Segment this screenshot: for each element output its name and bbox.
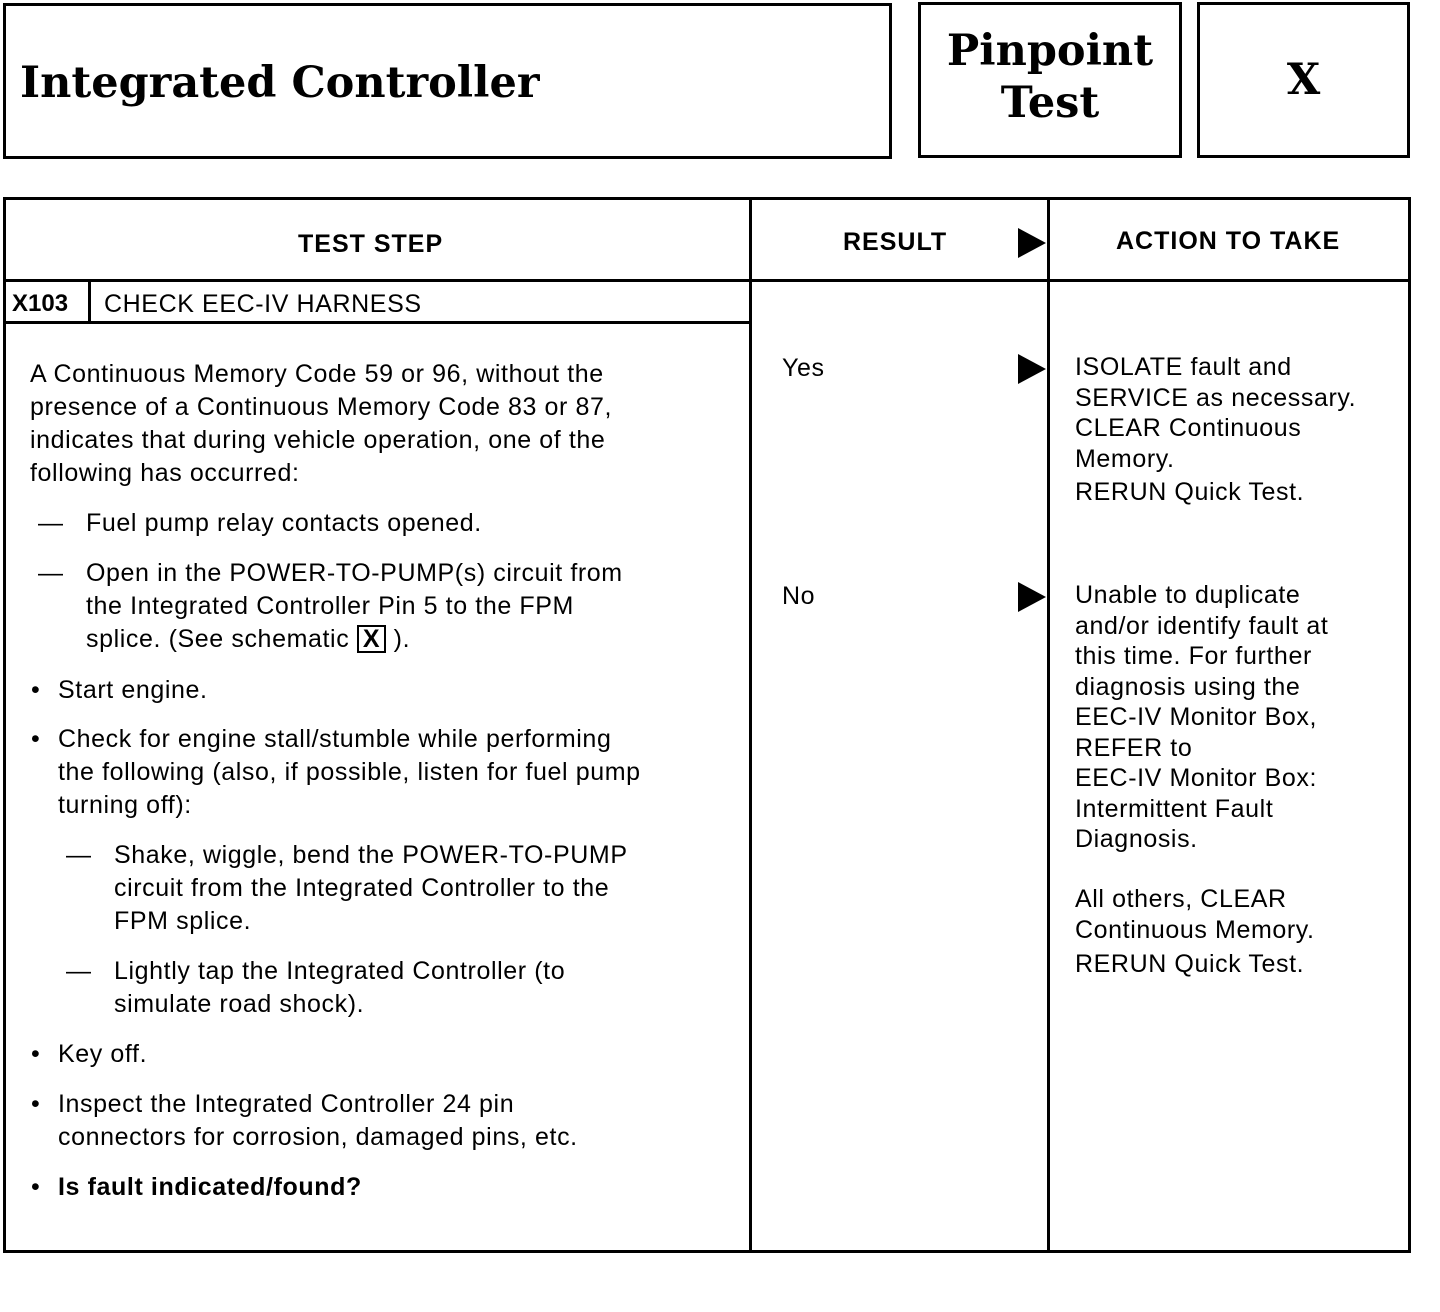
bullet-icon: • [31,1090,41,1118]
action-no [1075,580,1328,855]
text-line: FPM splice. [114,907,252,935]
section-box [918,2,1182,158]
sub-item-1 [114,839,628,938]
text-line: Intermittent Fault [1075,794,1274,823]
text-line: REFER to [1075,733,1193,762]
section-label-2: Test [1000,78,1100,128]
action-others [1075,884,1315,980]
step-id-divider [88,281,91,323]
dash-marker: — [38,559,64,587]
text-line: connectors for corrosion, damaged pins, etc. [58,1123,578,1151]
text-line: Shake, wiggle, bend the POWER-TO-PUMP [114,841,628,869]
bullet-item-4 [58,1088,578,1154]
text-line: the Integrated Controller Pin 5 to the FPM [86,592,574,620]
intro-text [30,358,612,490]
arrow-icon [1018,354,1046,384]
text-line: All others, CLEAR [1075,885,1287,913]
text-line: diagnosis using the [1075,672,1301,701]
bullet-icon: • [31,1173,41,1201]
text-line: Lightly tap the Integrated Controller (to [114,957,566,985]
text-line: ISOLATE fault and [1075,353,1292,381]
text-line: CLEAR Continuous [1075,414,1302,442]
bullet-icon: • [31,1040,41,1068]
sub-item-2 [114,955,565,1021]
text-line: RERUN Quick Test. [1075,478,1305,506]
bullet-item-1: Start engine. [58,676,208,704]
bullet-icon: • [31,676,41,704]
page-title: Integrated Controller [20,58,540,108]
text-line: indicates that during vehicle operation, one of the [30,426,606,454]
schematic-reference[interactable]: X [357,625,386,653]
action-yes [1075,352,1356,508]
step-title: CHECK EEC-IV HARNESS [104,290,422,318]
text-line: Open in the POWER-TO-PUMP(s) circuit from [86,559,623,587]
text-line: A Continuous Memory Code 59 or 96, without the [30,360,604,388]
column-header-result: RESULT [843,228,948,256]
step-title-divider [3,321,751,324]
result-yes: Yes [782,354,825,382]
text: splice. (See schematic [86,625,357,653]
column-header-test-step: TEST STEP [298,230,444,258]
bullet-icon: • [31,725,41,753]
text-line: the following (also, if possible, listen for fuel pump [58,758,641,786]
section-label-1: Pinpoint [946,26,1154,76]
text-line: and/or identify fault at [1075,611,1329,640]
bullet-item-2 [58,723,641,822]
text-line: Inspect the Integrated Controller 24 pin [58,1090,515,1118]
bullet-item-3: Key off. [58,1040,148,1068]
arrow-icon [1018,582,1046,612]
text-line: EEC-IV Monitor Box, [1075,703,1318,731]
header-divider [3,279,1411,282]
dash-item-1: Fuel pump relay contacts opened. [86,509,482,537]
dash-marker: — [38,509,64,537]
column-divider-2 [1047,197,1050,1253]
text-line [86,623,623,656]
dash-marker: — [66,957,92,985]
column-header-action: ACTION TO TAKE [1116,227,1341,255]
question: Is fault indicated/found? [58,1173,362,1201]
code-box [1197,2,1410,158]
text-line: RERUN Quick Test. [1075,950,1305,978]
text-line: turning off): [58,791,192,819]
text-line: this time. For further [1075,642,1312,670]
text-line: Unable to duplicate [1075,581,1301,609]
dash-marker: — [66,841,92,869]
text-line: following has occurred: [30,459,300,487]
text-line: Diagnosis. [1075,825,1198,853]
dash-item-2 [86,557,623,656]
title-box [3,3,892,159]
section-code: X [1286,55,1321,105]
arrow-icon [1018,228,1046,258]
text-line: Memory. [1075,444,1175,473]
column-divider-1 [749,197,752,1253]
result-no: No [782,582,816,610]
text-line: Continuous Memory. [1075,915,1315,944]
text: ). [386,625,411,653]
text-line: Check for engine stall/stumble while performing [58,725,612,753]
text-line: circuit from the Integrated Controller to the [114,874,610,902]
text-line: EEC-IV Monitor Box: [1075,764,1318,792]
text-line: simulate road shock). [114,990,365,1018]
step-id: X103 [12,290,69,317]
text-line: SERVICE as necessary. [1075,383,1357,412]
text-line: presence of a Continuous Memory Code 83 or 87, [30,393,613,421]
